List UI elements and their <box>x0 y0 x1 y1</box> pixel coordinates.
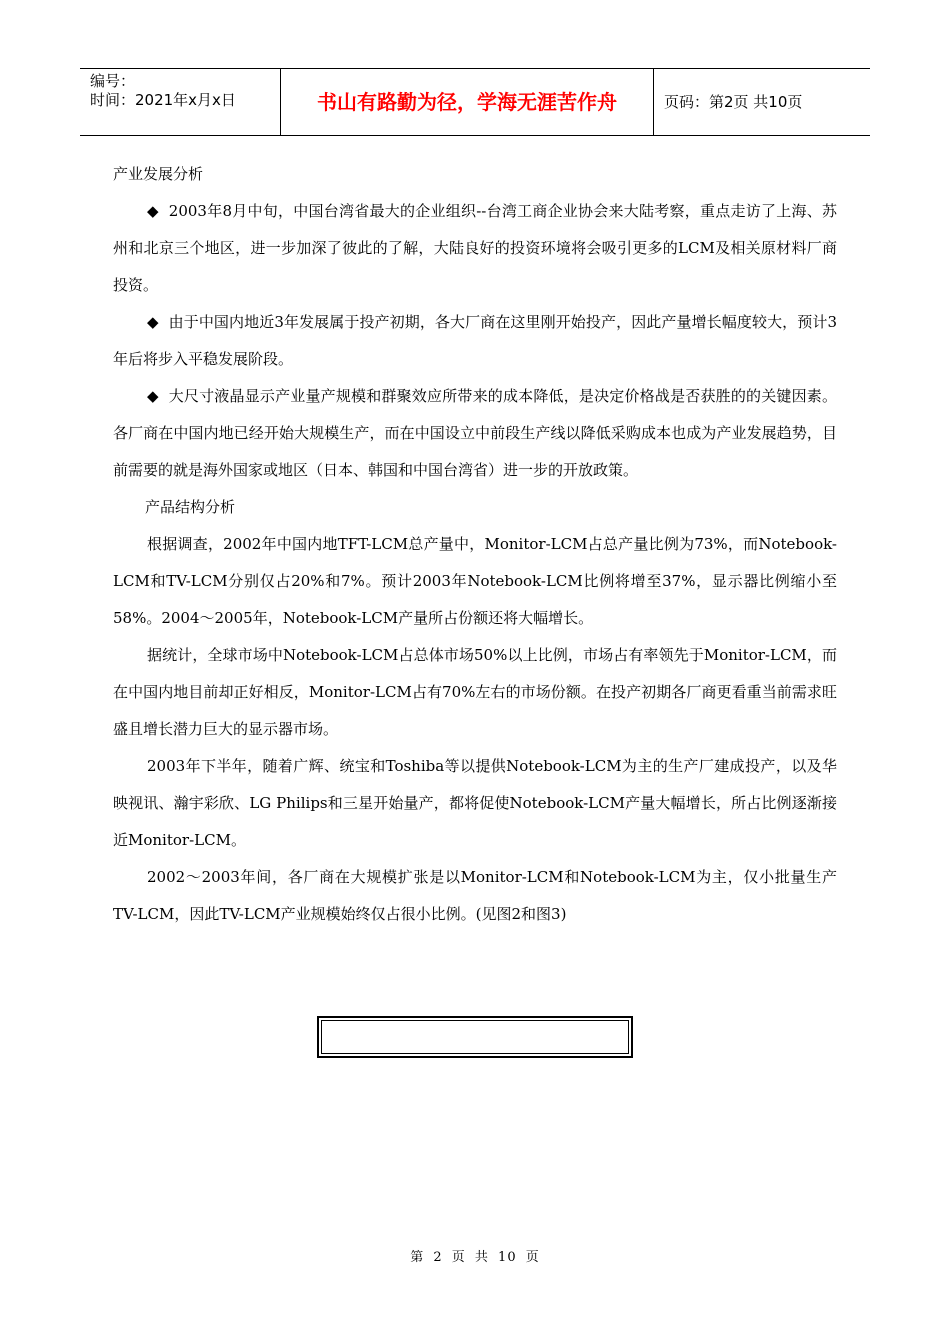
bullet-paragraph <box>113 304 837 378</box>
bullet-text: 2003年8月中旬，中国台湾省最大的企业组织--台湾工商企业协会来大陆考察，重点走访了上海、苏州和北京三个地区，进一步加深了彼此的了解，大陆良好的投资环境将会吸引更多的LCM及相关原材料厂商投资。 <box>113 202 838 294</box>
body-paragraph: 2003年下半年，随着广辉、统宝和Toshiba等以提供Notebook-LCM为主的生产厂建成投产，以及华映视讯、瀚宇彩欣、LG Philips和三星开始量产，都将促使Notebook-LCM产量大幅增长，所占比例逐渐接近Monitor-LCM。 <box>113 757 837 849</box>
bullet-text: 由于中国内地近3年发展属于投产初期，各大厂商在这里刚开始投产，因此产量增长幅度较大，预计3年后将步入平稳发展阶段。 <box>113 313 837 368</box>
document-number-label: 编号： <box>90 72 136 90</box>
figure-frame <box>317 1016 633 1058</box>
body-paragraph: 根据调查，2002年中国内地TFT-LCM总产量中，Monitor-LCM占总产量比例为73%，而Notebook-LCM和TV-LCM分别仅占20%和7%。预计2003年Notebook-LCM比例将增至37%，显示器比例缩小至58%。2004～2005年，Notebook-LCM产量所占份额还将大幅增长。 <box>113 535 837 627</box>
page-footer: 第 2 页 共 10 页 <box>410 1250 540 1265</box>
section-title-industry: 产业发展分析 <box>113 165 204 183</box>
figure-frame-inner <box>321 1020 629 1054</box>
section-title-product: 产品结构分析 <box>145 498 236 516</box>
diamond-bullet-icon: ◆ <box>147 202 159 220</box>
document-body <box>113 156 837 933</box>
bullet-paragraph <box>113 378 837 489</box>
header-meta <box>80 69 281 135</box>
body-paragraph: 2002～2003年间，各厂商在大规模扩张是以Monitor-LCM和Notebook-LCM为主，仅小批量生产TV-LCM，因此TV-LCM产业规模始终仅占很小比例。(见图2和图3) <box>113 868 837 923</box>
diamond-bullet-icon: ◆ <box>147 313 159 331</box>
page-header <box>80 68 870 136</box>
bullet-text: 大尺寸液晶显示产业量产规模和群聚效应所带来的成本降低，是决定价格战是否获胜的的关键因素。各厂商在中国内地已经开始大规模生产，而在中国设立中前段生产线以降低采购成本也成为产业发展趋势，目前需要的就是海外国家或地区（日本、韩国和中国台湾省）进一步的开放政策。 <box>113 387 837 479</box>
diamond-bullet-icon: ◆ <box>147 387 159 405</box>
header-page-info: 页码：第2页 共10页 <box>664 93 803 111</box>
document-time: 时间：2021年x月x日 <box>90 91 236 109</box>
bullet-paragraph <box>113 193 837 304</box>
body-paragraph: 据统计，全球市场中Notebook-LCM占总体市场50%以上比例，市场占有率领先于Monitor-LCM，而在中国内地目前却正好相反，Monitor-LCM占有70%左右的市场份额。在投产初期各厂商更看重当前需求旺盛且增长潜力巨大的显示器市场。 <box>113 646 837 738</box>
header-motto: 书山有路勤为径，学海无涯苦作舟 <box>281 69 654 135</box>
